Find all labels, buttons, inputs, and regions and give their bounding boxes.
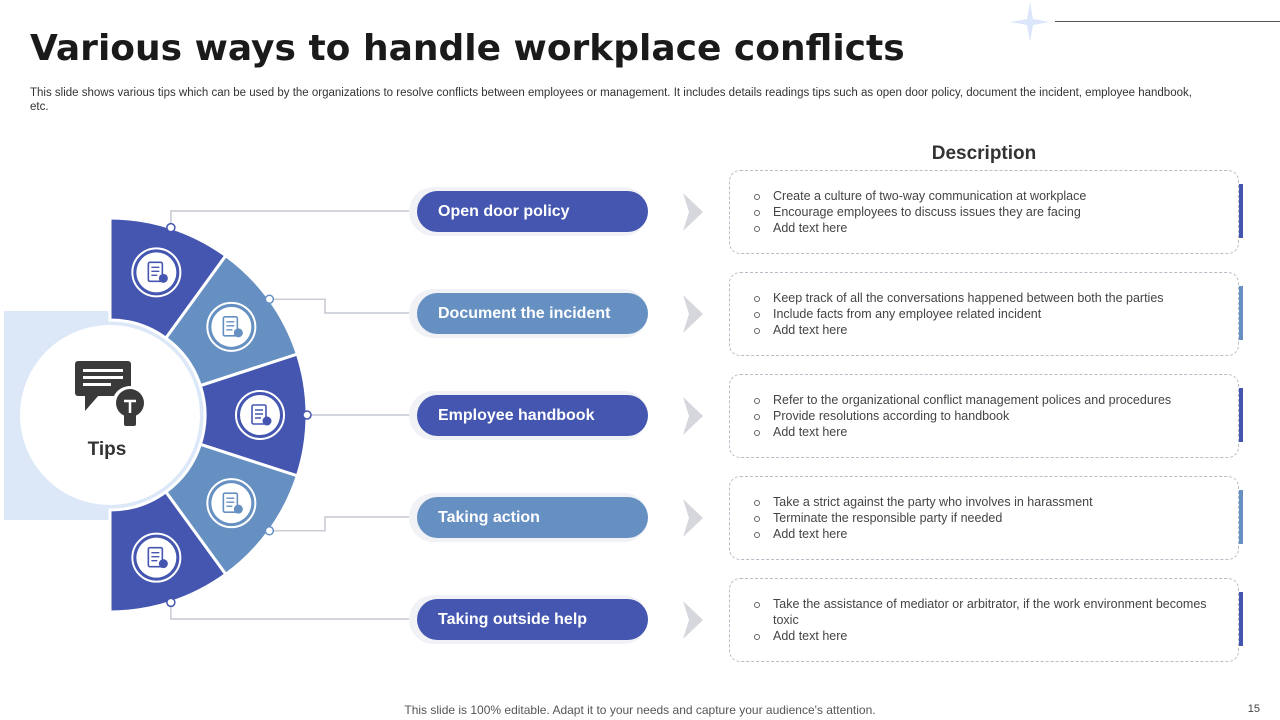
description-box-open-door-policy bbox=[729, 170, 1239, 254]
footer-note: This slide is 100% editable. Adapt it to your needs and capture your audience's attention. bbox=[404, 703, 876, 717]
list-item: Create a culture of two-way communication at workplace bbox=[754, 188, 1086, 204]
description-box-taking-action bbox=[729, 476, 1239, 560]
description-list bbox=[730, 596, 1238, 644]
center-circle bbox=[20, 325, 200, 505]
description-box-outside-help bbox=[729, 578, 1239, 662]
connector-dot bbox=[167, 224, 175, 232]
list-item: Add text here bbox=[754, 322, 1164, 338]
list-item: Keep track of all the conversations happened between both the parties bbox=[754, 290, 1164, 306]
center-label: Tips bbox=[87, 439, 127, 460]
list-item: Take a strict against the party who involves in harassment bbox=[754, 494, 1093, 510]
list-item: Include facts from any employee related incident bbox=[754, 306, 1164, 322]
list-item: Encourage employees to discuss issues they are facing bbox=[754, 204, 1086, 220]
box-accent-bar bbox=[1239, 388, 1243, 442]
list-item: Terminate the responsible party if needed bbox=[754, 510, 1093, 526]
list-item: Add text here bbox=[754, 526, 1093, 542]
chevron-right-icon bbox=[683, 193, 703, 231]
list-item: Add text here bbox=[754, 424, 1171, 440]
description-box-employee-handbook bbox=[729, 374, 1239, 458]
box-accent-bar bbox=[1239, 184, 1243, 238]
mediator-desk-icon bbox=[132, 534, 180, 582]
tip-pill-taking-action[interactable]: Taking action bbox=[417, 497, 648, 538]
description-list bbox=[730, 392, 1183, 440]
box-accent-bar bbox=[1239, 490, 1243, 544]
list-item: Take the assistance of mediator or arbitrator, if the work environment becomes toxic bbox=[754, 596, 1226, 628]
connector-line bbox=[171, 211, 415, 228]
chevron-right-icon bbox=[683, 601, 703, 639]
connector-line bbox=[171, 602, 415, 619]
description-list bbox=[730, 494, 1105, 542]
list-item: Provide resolutions according to handbook bbox=[754, 408, 1171, 424]
list-item: Refer to the organizational conflict management polices and procedures bbox=[754, 392, 1171, 408]
report-document-icon bbox=[207, 303, 255, 351]
connector-dot bbox=[303, 411, 311, 419]
description-heading: Description bbox=[931, 143, 1037, 164]
policy-document-icon bbox=[132, 248, 180, 296]
tip-pill-employee-handbook[interactable]: Employee handbook bbox=[417, 395, 648, 436]
description-list bbox=[730, 188, 1098, 236]
connector-dot bbox=[167, 598, 175, 606]
chevron-right-icon bbox=[683, 499, 703, 537]
list-item: Add text here bbox=[754, 628, 1226, 644]
connector-dot bbox=[265, 527, 273, 535]
chevron-right-icon bbox=[683, 295, 703, 333]
tip-pill-open-door-policy[interactable]: Open door policy bbox=[417, 191, 648, 232]
box-accent-bar bbox=[1239, 592, 1243, 646]
tip-pill-outside-help[interactable]: Taking outside help bbox=[417, 599, 648, 640]
connector-dot bbox=[265, 295, 273, 303]
list-item: Add text here bbox=[754, 220, 1086, 236]
description-list bbox=[730, 290, 1176, 338]
slide-title: Various ways to handle workplace conflicts bbox=[30, 28, 905, 69]
running-person-icon bbox=[207, 479, 255, 527]
page-number: 15 bbox=[1247, 703, 1260, 715]
tip-pill-document-incident[interactable]: Document the incident bbox=[417, 293, 648, 334]
chevron-right-icon bbox=[683, 397, 703, 435]
slide-subtitle: This slide shows various tips which can be used by the organizations to resolve conflicts between employees or management. It includes details readings tips such as open door policy, document the incident, employee handbook, etc. bbox=[30, 87, 1192, 113]
employee-handbook-icon bbox=[236, 391, 284, 439]
description-box-document-incident bbox=[729, 272, 1239, 356]
box-accent-bar bbox=[1239, 286, 1243, 340]
connector-line bbox=[269, 299, 415, 313]
connector-line bbox=[269, 517, 415, 531]
